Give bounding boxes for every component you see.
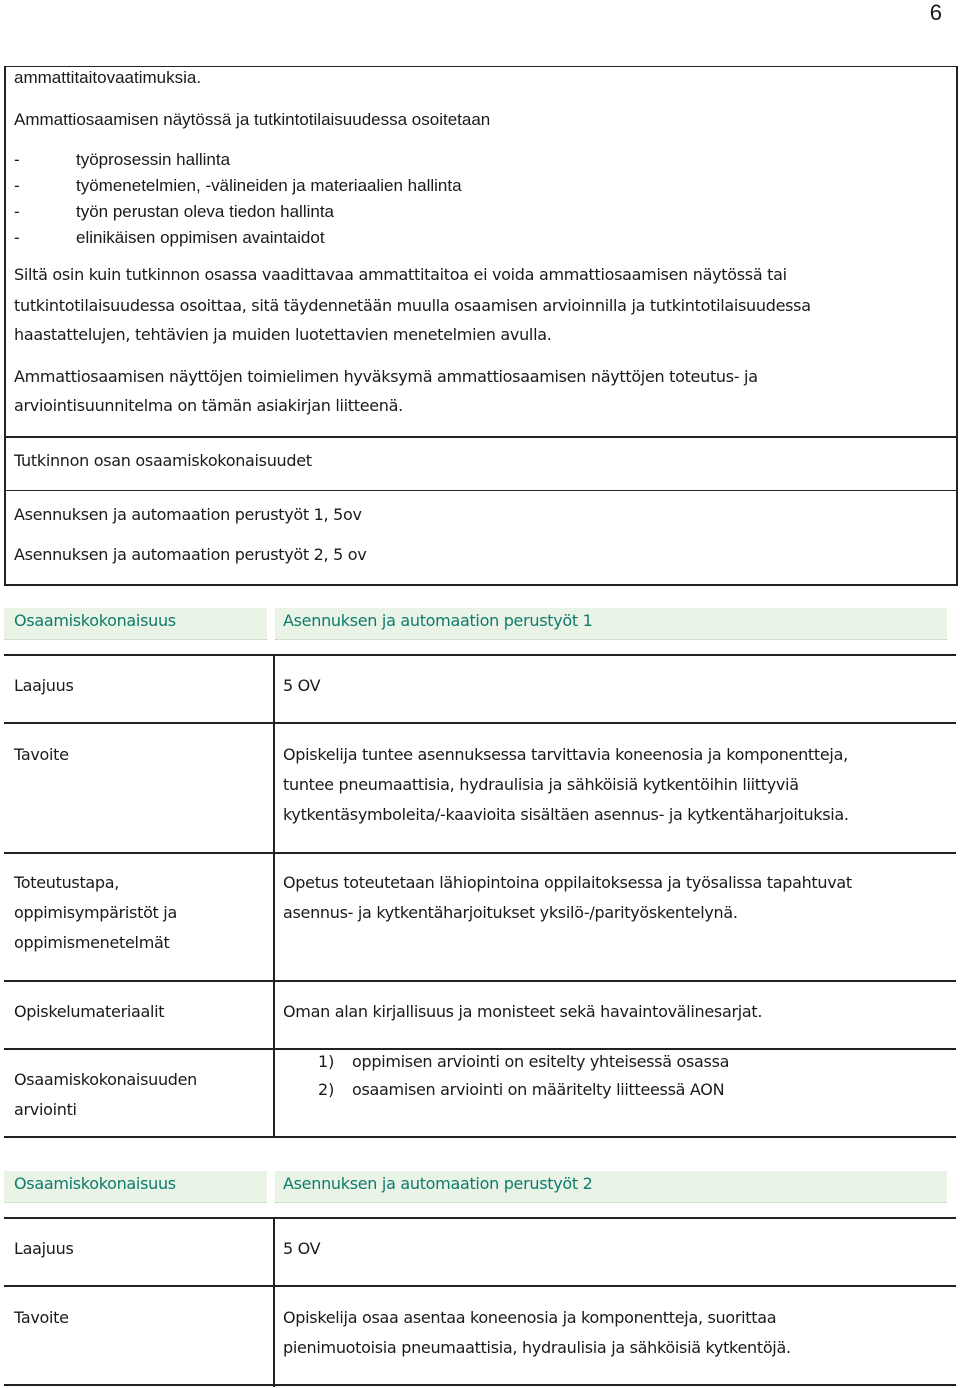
list-number: 1) — [318, 1052, 335, 1071]
row-value-tavoite-line: Opiskelija tuntee asennuksessa tarvittavia koneenosia ja komponentteja, — [283, 745, 848, 764]
unit-line: Asennuksen ja automaation perustyöt 1, 5ov — [14, 505, 362, 524]
paragraph-line: arviointisuunnitelma on tämän asiakirjan liitteenä. — [14, 396, 403, 415]
row-value-materiaalit: Oman alan kirjallisuus ja monisteet sekä havaintovälinesarjat. — [283, 1002, 763, 1021]
row-value-tavoite-line: kytkentäsymboleita/-kaavioita sisältäen asennus- ja kytkentäharjoituksia. — [283, 805, 849, 824]
list-item: työmenetelmien, -välineiden ja materiaalien hallinta — [76, 176, 462, 195]
column-divider — [273, 722, 275, 854]
list-item: työn perustan oleva tiedon hallinta — [76, 202, 335, 221]
row-divider — [4, 722, 956, 724]
section-title: Tutkinnon osan osaamiskokonaisuudet — [14, 451, 312, 470]
row-value-toteutus-line: asennus- ja kytkentäharjoitukset yksilö-/parityöskentelynä. — [283, 903, 738, 922]
row-value-toteutus-line: Opetus toteutetaan lähiopintoina oppilaitoksessa ja työsalissa tapahtuvat — [283, 873, 852, 892]
row-label-toteutus-line: Toteutustapa, — [14, 873, 120, 892]
column-divider — [273, 1217, 275, 1289]
row-label-materiaalit: Opiskelumateriaalit — [14, 1002, 165, 1021]
list-number: 2) — [318, 1080, 335, 1099]
paragraph-line: Ammattiosaamisen näyttöjen toimielimen hyväksymä ammattiosaamisen näyttöjen toteutus- ja — [14, 367, 758, 386]
column-divider — [273, 980, 275, 1050]
column-divider — [273, 852, 275, 982]
page-number: 6 — [929, 0, 942, 25]
divider — [4, 490, 958, 491]
bullet-marker: - — [14, 202, 20, 221]
row-divider — [4, 654, 956, 656]
bullet-marker: - — [14, 150, 20, 169]
row-label-toteutus-line: oppimisympäristöt ja — [14, 903, 177, 922]
table-header-value: Asennuksen ja automaation perustyöt 2 — [283, 1174, 593, 1193]
row-divider — [4, 1217, 956, 1219]
table-header-value: Asennuksen ja automaation perustyöt 1 — [283, 611, 593, 630]
table-header-label: Osaamiskokonaisuus — [14, 1174, 176, 1193]
row-divider — [4, 1048, 956, 1050]
row-label-laajuus: Laajuus — [14, 1239, 74, 1258]
column-divider — [273, 1048, 275, 1138]
row-label-tavoite: Tavoite — [14, 1308, 69, 1327]
row-label-arviointi-line: arviointi — [14, 1100, 77, 1119]
column-divider — [273, 1285, 275, 1387]
row-value-tavoite-line: pienimuotoisia pneumaattisia, hydraulisia ja sähköisiä kytkentöjä. — [283, 1338, 791, 1357]
row-divider — [4, 1285, 956, 1287]
row-label-toteutus-line: oppimismenetelmät — [14, 933, 170, 952]
bullet-marker: - — [14, 176, 20, 195]
paragraph-line: Siltä osin kuin tutkinnon osassa vaadittavaa ammattitaitoa ei voida ammattiosaamisen näytössä tai — [14, 265, 787, 284]
list-item: oppimisen arviointi on esitelty yhteisessä osassa — [352, 1052, 730, 1071]
list-item: osaamisen arviointi on määritelty liitteessä AON — [352, 1080, 725, 1099]
divider — [4, 436, 958, 438]
table-header-label: Osaamiskokonaisuus — [14, 611, 176, 630]
paragraph-line: tutkintotilaisuudessa osoittaa, sitä täydennetään muulla osaamisen arvioinnilla ja tutkintotilaisuudessa — [14, 296, 811, 315]
list-item: elinikäisen oppimisen avaintaidot — [76, 228, 325, 247]
intro-line-2: Ammattiosaamisen näytössä ja tutkintotilaisuudessa osoitetaan — [14, 110, 491, 129]
row-value-tavoite-line: Opiskelija osaa asentaa koneenosia ja komponentteja, suorittaa — [283, 1308, 777, 1327]
paragraph-line: haastattelujen, tehtävien ja muiden luotettavien menetelmien avulla. — [14, 325, 552, 344]
intro-line-1: ammattitaitovaatimuksia. — [14, 68, 202, 87]
row-label-tavoite: Tavoite — [14, 745, 69, 764]
bullet-marker: - — [14, 228, 20, 247]
row-divider — [4, 980, 956, 982]
row-label-laajuus: Laajuus — [14, 676, 74, 695]
row-label-arviointi-line: Osaamiskokonaisuuden — [14, 1070, 198, 1089]
column-divider — [273, 654, 275, 726]
row-divider — [4, 1136, 956, 1138]
row-value-laajuus: 5 OV — [283, 676, 321, 695]
row-value-laajuus: 5 OV — [283, 1239, 321, 1258]
row-divider — [4, 1384, 956, 1386]
row-value-tavoite-line: tuntee pneumaattisia, hydraulisia ja sähköisiä kytkentöihin liittyviä — [283, 775, 799, 794]
row-divider — [4, 852, 956, 854]
unit-line: Asennuksen ja automaation perustyöt 2, 5 ov — [14, 545, 367, 564]
list-item: työprosessin hallinta — [76, 150, 231, 169]
